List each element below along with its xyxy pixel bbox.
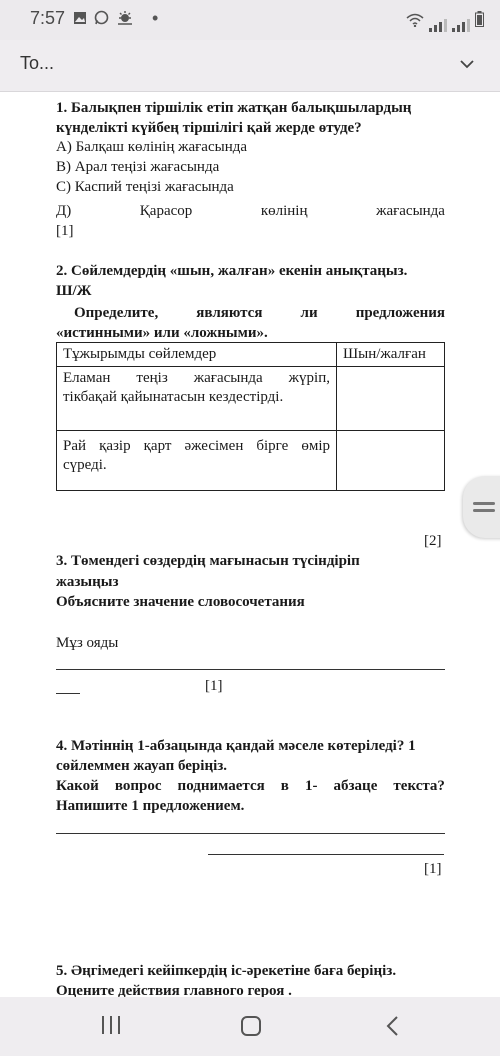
statement-cell [57, 431, 337, 491]
q4-ru-word: в [280, 778, 289, 794]
back-icon[interactable] [384, 1015, 400, 1037]
q1-option-d-word: көлінің [260, 203, 308, 219]
q2-ru-word: ли [300, 305, 318, 321]
answer-line[interactable] [56, 669, 445, 670]
statement-word: Рай [63, 438, 87, 454]
statement-word: әжесімен [184, 438, 244, 454]
q2-title-line2: Ш/Ж [56, 283, 92, 299]
q5-ru: Оцените действия главного героя . [56, 983, 292, 997]
q4-ru-word: Какой [56, 778, 99, 794]
q1-option-d-word: Қарасор [139, 203, 193, 219]
statement-word: жүріп, [288, 370, 330, 386]
wifi-icon [406, 13, 424, 32]
q4-title-line2: сөйлеммен жауап беріңіз. [56, 758, 228, 774]
statement-word: бірге [256, 438, 289, 454]
whatsapp-icon [94, 10, 109, 28]
statement-word: Еламан [63, 370, 111, 386]
document-header [0, 40, 500, 92]
status-time: 7:57 [30, 8, 66, 28]
table-header: Шын/жалған [337, 343, 445, 367]
system-icons [406, 11, 484, 32]
statement-word: өмір [301, 438, 330, 454]
q2-title-line1: 2. Сөйлемдердің «шын, жалған» екенін анықтаңыз. [56, 263, 408, 279]
table-row [57, 431, 445, 491]
answer-line[interactable] [56, 693, 80, 694]
statement-line: тікбақай қайынатасын кездестірді. [63, 389, 284, 405]
q4-ru-word: поднимается [177, 778, 265, 794]
table-header-row [57, 343, 445, 367]
q4-ru-word: 1- [304, 778, 318, 794]
home-icon[interactable] [241, 1016, 261, 1036]
q4-ru-word: вопрос [114, 778, 162, 794]
q3-score: [1] [205, 678, 223, 694]
status-bar [0, 0, 500, 40]
true-false-table [56, 342, 445, 491]
recent-apps-icon[interactable] [102, 1016, 120, 1034]
q4-ru-word: абзаце [333, 778, 378, 794]
table-row [57, 367, 445, 431]
signal-1-icon [429, 19, 447, 32]
q2-ru-word: являются [196, 305, 263, 321]
q2-ru-word: Определите, [74, 305, 159, 321]
answer-cell[interactable] [337, 367, 445, 431]
q2-ru-line2: «истинными» или «ложными». [56, 325, 268, 341]
statement-word: қарт [143, 438, 172, 454]
q4-score: [1] [424, 861, 442, 877]
q3-title-line1: 3. Төмендегі сөздердің мағынасын түсіндіріп [56, 553, 360, 569]
chevron-down-icon[interactable] [460, 57, 474, 71]
statement-cell [57, 367, 337, 431]
document-title: To... [20, 53, 55, 73]
statement-word: жағасында [193, 370, 263, 386]
q4-ru-line1 [56, 777, 445, 796]
notification-icons [73, 10, 134, 28]
q1-option-d [56, 202, 445, 221]
answer-line[interactable] [56, 833, 445, 834]
navigation-bar [0, 997, 500, 1056]
q4-ru-word: текста? [393, 778, 445, 794]
q1-option-d-word: жағасында [376, 203, 445, 219]
q1-option-c: С) Каспий теңізі жағасында [56, 179, 234, 195]
table-header: Тұжырымды сөйлемдер [57, 343, 337, 367]
document-page [0, 92, 500, 997]
statement-line [63, 437, 330, 456]
q3-title-line2: жазыңыз [56, 574, 119, 590]
q1-score: [1] [56, 223, 74, 239]
answer-line[interactable] [208, 854, 444, 855]
statement-line [63, 369, 330, 388]
q4-ru-line2: Напишите 1 предложением. [56, 798, 245, 814]
q1-option-b: В) Арал теңізі жағасында [56, 159, 220, 175]
statement-word: теңіз [136, 370, 168, 386]
q2-score: [2] [424, 533, 442, 549]
q2-ru-word: предложения [355, 305, 445, 321]
side-panel-handle[interactable] [463, 476, 500, 538]
signal-2-icon [452, 19, 470, 32]
q5-title-line1: 5. Әңгімедегі кейіпкердің іс-әрекетіне баға беріңіз. [56, 963, 397, 979]
image-icon [73, 11, 87, 28]
answer-cell[interactable] [337, 431, 445, 491]
q3-ru: Объясните значение словосочетания [56, 594, 305, 610]
q3-phrase: Мұз ояды [56, 635, 119, 651]
weather-icon [116, 10, 134, 28]
q1-title-line2: күнделікті күйбең тіршілігі қай жерде өтуде? [56, 120, 362, 136]
q1-title-line1: 1. Балықпен тіршілік етіп жатқан балықшылардың [56, 100, 412, 116]
q4-title-line1: 4. Мәтіннің 1-абзацында қандай мәселе көтеріледі? 1 [56, 738, 416, 754]
statement-line: сүреді. [63, 457, 107, 473]
q1-option-a: А) Балқаш көлінің жағасында [56, 139, 248, 155]
statement-word: қазір [99, 438, 131, 454]
q2-ru-line1 [56, 304, 445, 323]
notification-dot: • [152, 8, 159, 28]
battery-icon [475, 11, 484, 32]
q1-option-d-word: Д) [56, 203, 72, 219]
